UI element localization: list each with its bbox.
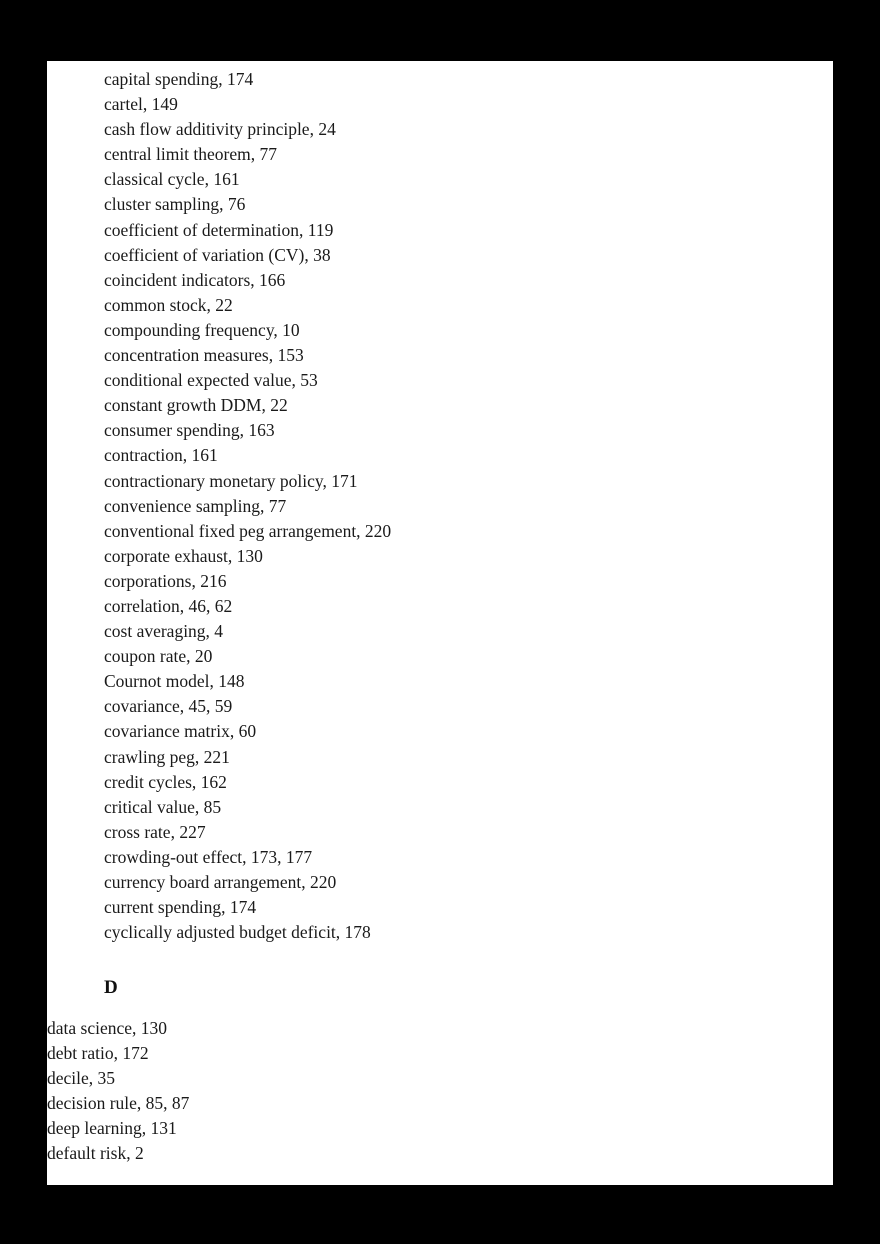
index-entry: default risk, 2 xyxy=(47,1143,144,1164)
index-entry: cyclically adjusted budget deficit, 178 xyxy=(104,922,371,943)
index-entry: common stock, 22 xyxy=(104,294,233,315)
index-entry: decile, 35 xyxy=(47,1068,116,1089)
index-entry: corporate exhaust, 130 xyxy=(104,545,263,566)
index-section-d xyxy=(47,945,833,1167)
index-entry: decision rule, 85, 87 xyxy=(47,1093,190,1114)
index-entry: currency board arrangement, 220 xyxy=(104,872,337,892)
index-entry: critical value, 85 xyxy=(104,796,222,817)
index-entry: central limit theorem, 77 xyxy=(104,144,278,165)
index-entry: consumer spending, 163 xyxy=(104,420,275,441)
index-entry: data science, 130 xyxy=(47,1018,168,1038)
index-entry: cartel, 149 xyxy=(104,94,178,115)
index-entry: deep learning, 131 xyxy=(47,1118,177,1139)
index-entry: cash flow additivity principle, 24 xyxy=(104,119,336,140)
index-column-d xyxy=(47,1016,747,1167)
index-entry: correlation, 46, 62 xyxy=(104,595,233,616)
index-entry: crawling peg, 221 xyxy=(104,746,230,767)
index-entry: conventional fixed peg arrangement, 220 xyxy=(104,520,392,541)
index-entry: debt ratio, 172 xyxy=(47,1043,149,1064)
index-entry: convenience sampling, 77 xyxy=(104,495,287,516)
index-entry: cluster sampling, 76 xyxy=(104,194,246,215)
index-entry: coefficient of variation (CV), 38 xyxy=(104,244,331,265)
index-entry: coefficient of determination, 119 xyxy=(104,219,334,240)
index-entry: capital spending, 174 xyxy=(104,69,254,89)
index-entry: Cournot model, 148 xyxy=(104,671,245,692)
index-entry: cost averaging, 4 xyxy=(104,621,224,642)
index-entry: coincident indicators, 166 xyxy=(104,269,286,290)
index-entry: corporations, 216 xyxy=(104,570,227,591)
index-entry: contractionary monetary policy, 171 xyxy=(104,470,358,491)
index-entry: concentration measures, 153 xyxy=(104,345,304,366)
index-entry: crowding-out effect, 173, 177 xyxy=(104,846,313,867)
index-entry: covariance matrix, 60 xyxy=(104,721,257,742)
document-page-sheet xyxy=(47,61,833,1185)
index-entry: credit cycles, 162 xyxy=(104,771,227,792)
index-column-c xyxy=(104,67,804,945)
index-entry: classical cycle, 161 xyxy=(104,169,240,190)
index-entry: contraction, 161 xyxy=(104,445,218,466)
index-entry: conditional expected value, 53 xyxy=(104,370,318,391)
index-entry: cross rate, 227 xyxy=(104,821,206,842)
section-heading-letter: D xyxy=(104,977,118,998)
index-entry: coupon rate, 20 xyxy=(104,646,213,667)
index-entry: covariance, 45, 59 xyxy=(104,696,233,717)
index-entry: constant growth DDM, 22 xyxy=(104,395,288,416)
index-entry: current spending, 174 xyxy=(104,897,257,918)
index-entry: compounding frequency, 10 xyxy=(104,319,300,340)
